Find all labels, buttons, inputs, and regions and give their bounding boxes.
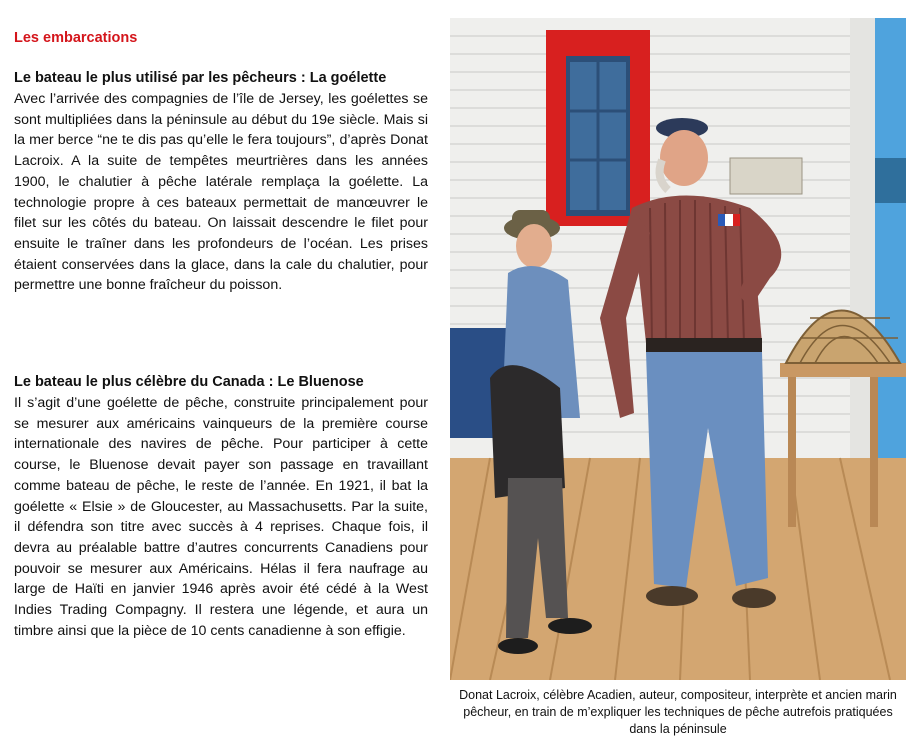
red-window (546, 30, 650, 226)
photo-illustration (450, 18, 906, 680)
article-heading: Le bateau le plus célèbre du Canada : Le Bluenose (14, 374, 364, 390)
article-heading: Le bateau le plus utilisé par les pêcheurs : La goélette (14, 70, 387, 86)
photo-caption: Donat Lacroix, célèbre Acadien, auteur, compositeur, interprète et ancien marin pêcheur, en train de m’expliquer les techniques de pêche autrefois pratiquées dans la péninsule (459, 688, 897, 736)
text-column (14, 28, 428, 639)
photo-donat-lacroix (450, 18, 906, 680)
section-title: Les embarcations (14, 30, 138, 46)
article-body: Il s’agit d’une goélette de pêche, construite principalement pour se mesurer aux américains vainqueurs de la première course internationale des navires de pêche. Pour participer à cette course, le Bluenose devait payer son passage en travaillant comme bateau de pêche, le reste de l’année. En 1921, il bat la goélette « Elsie » de Gloucester, au Massachusetts. Par la suite, il défendra son titre avec succès à 4 reprises. Chaque fois, il devra au préalable battre d’autres concurrents Canadiens pour pouvoir se mesurer aux Américains. Hélas il fera naufrage au large de Haïti en janvier 1946 après avoir été cédé à la West Indies Trading Compagny. Il restera une légende, et aura un timbre ainsi que la pièce de 10 cents canadienne à son effigie. (14, 395, 428, 639)
sign-board (730, 158, 802, 194)
article-bluenose (14, 372, 428, 641)
article-body: Avec l’arrivée des compagnies de l’île de Jersey, les goélettes se sont multipliées dans la péninsule au début du 19e siècle. Mais si la mer berce “ne te dis pas qu’elle le fera toujours”, d’après Donat Lacroix. A la suite de tempêtes meurtrières dans les années 1900, le chalutier à pêche latérale remplaça la goélette. La technologie propre à ces bateaux permettait de manœuvrer le filet sur les côtés du bateau. On laissait descendre le filet pour ensuite le traîner dans les profondeurs de l’océan. Les prises étaient conservées dans la glace, dans la cale du chalutier, pour permettre une bonne fraîcheur du poisson. (14, 91, 428, 294)
article-goelette (14, 68, 428, 296)
